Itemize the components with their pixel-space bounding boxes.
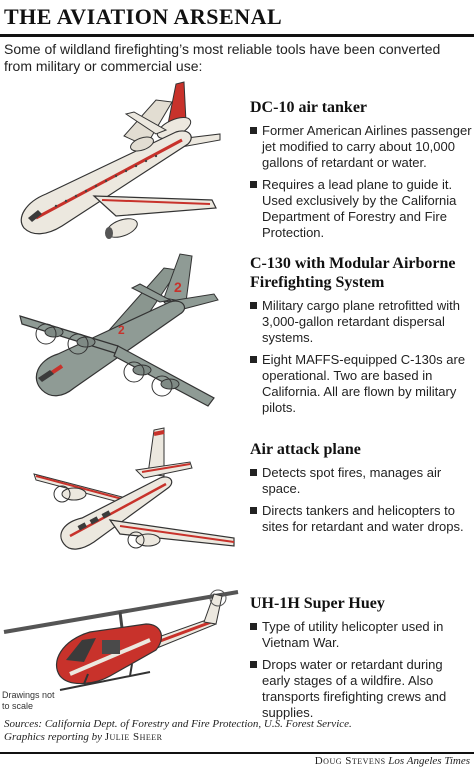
artist-name: Doug Stevens (314, 755, 386, 767)
scale-note: Drawings not to scale (2, 690, 55, 711)
svg-text:2: 2 (174, 279, 182, 295)
sources-credit (4, 718, 470, 744)
bullet-square-icon (250, 507, 257, 514)
artist-credit (315, 755, 470, 767)
title-divider (0, 34, 474, 37)
bullet-square-icon (250, 469, 257, 476)
huey-section (250, 594, 472, 727)
list-item: Military cargo plane retrofitted with 3,000-gallon retardant dispersal systems. (250, 298, 472, 346)
footer-divider (0, 752, 474, 754)
huey-heading: UH-1H Super Huey (250, 595, 385, 612)
list-item: Type of utility helicopter used in Vietnam War. (250, 619, 472, 651)
list-item: Former American Airlines passenger jet modified to carry about 10,000 gallons of retardant or water. (250, 123, 472, 171)
air-attack-heading: Air attack plane (250, 441, 361, 458)
c130-heading: C-130 with Modular Airborne Firefighting System (250, 255, 456, 291)
list-item: Directs tankers and helicopters to sites for retardant and water drops. (250, 503, 472, 535)
uh1h-helicopter-illustration (0, 584, 242, 692)
svg-text:2: 2 (118, 323, 125, 337)
list-item: Drops water or retardant during early stages of a wildfire. Also transports firefighting crews and supplies. (250, 657, 472, 721)
air-attack-plane-illustration (30, 424, 242, 574)
list-item: Detects spot fires, manages air space. (250, 465, 472, 497)
bullet-square-icon (250, 356, 257, 363)
dc10-heading: DC-10 air tanker (250, 99, 368, 116)
bullet-square-icon (250, 127, 257, 134)
dc10-illustration (6, 78, 242, 246)
list-item: Eight MAFFS-equipped C-130s are operational. Two are based in California. All are flown by military pilots. (250, 352, 472, 416)
bullet-square-icon (250, 302, 257, 309)
page-title: THE AVIATION ARSENAL (4, 4, 283, 29)
graphics-reporter-name: Julie Sheer (104, 731, 163, 743)
bullet-square-icon (250, 623, 257, 630)
bullet-square-icon (250, 661, 257, 668)
graphics-reporting-line (4, 731, 470, 744)
intro-text: Some of wildland firefighting’s most reliable tools have been converted from military or commercial use: (4, 41, 441, 74)
bullet-square-icon (250, 181, 257, 188)
list-item: Requires a lead plane to guide it. Used exclusively by the California Department of Forestry and Fire Protection. (250, 177, 472, 241)
dc10-section (250, 98, 472, 247)
c130-section (250, 254, 472, 422)
publication-name: Los Angeles Times (388, 755, 470, 767)
graphics-reporting-label: Graphics reporting by (4, 731, 102, 743)
air-attack-section (250, 440, 472, 541)
c130-illustration (14, 250, 242, 420)
sources-text: Sources: California Dept. of Forestry and Fire Protection, U.S. Forest Service. (4, 718, 352, 730)
